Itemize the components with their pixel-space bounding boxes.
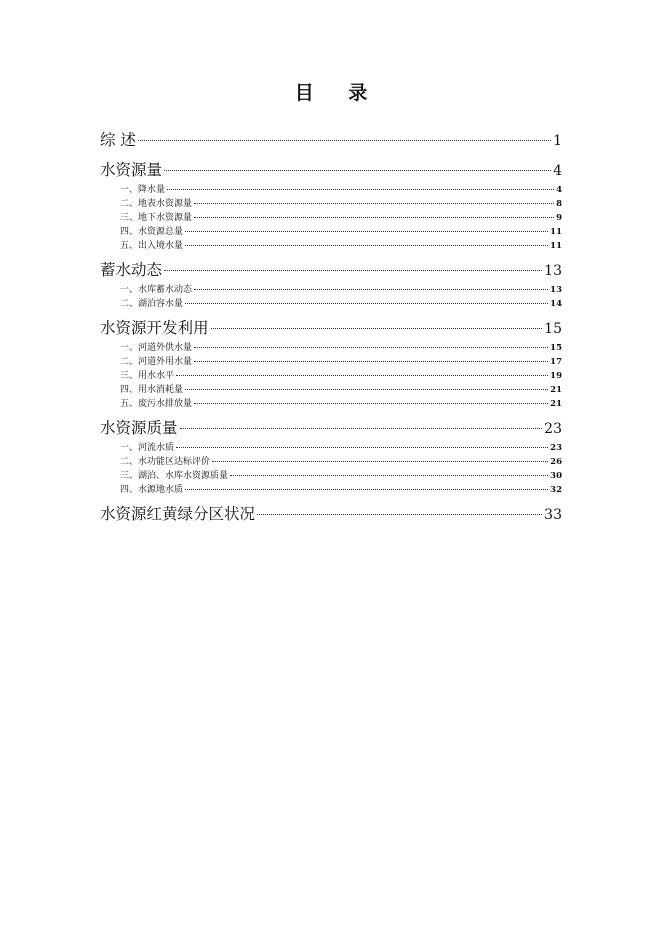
toc-subsection-entry[interactable]	[100, 239, 562, 253]
toc-subsection-label: 二、地表水资源量	[120, 199, 193, 209]
toc-page-number: 13	[544, 263, 562, 279]
toc-subsection-label: 二、水功能区达标评价	[120, 457, 211, 467]
toc-page-number: 33	[544, 507, 562, 523]
toc-subsection-label: 四、水资源总量	[120, 227, 184, 237]
toc-subsection-label: 一、河流水质	[120, 443, 175, 453]
toc-page-number: 8	[556, 199, 562, 209]
toc-subsection-entry[interactable]	[100, 283, 562, 297]
toc-chapter-entry[interactable]	[100, 502, 562, 527]
toc-chapter-entry[interactable]	[100, 158, 562, 183]
toc-chapter-label: 蓄水动态	[100, 261, 163, 279]
toc-page-number: 23	[544, 421, 562, 437]
toc-page-number: 21	[550, 385, 562, 395]
toc-subsection-entry[interactable]	[100, 297, 562, 311]
toc-section	[100, 158, 562, 253]
dot-leader	[194, 361, 548, 362]
toc-subsection-entry[interactable]	[100, 355, 562, 369]
toc-section	[100, 502, 562, 527]
toc-page-number: 11	[550, 241, 562, 251]
toc-section	[100, 128, 562, 153]
dot-leader	[257, 514, 542, 515]
dot-leader	[194, 347, 548, 348]
toc-subsection-entry[interactable]	[100, 469, 562, 483]
toc-chapter-label: 水资源开发利用	[100, 319, 209, 337]
toc-subsection-entry[interactable]	[100, 483, 562, 497]
toc-page-number: 4	[556, 185, 562, 195]
toc-subsection-label: 三、用水水平	[120, 371, 175, 381]
toc-subsection-entry[interactable]	[100, 341, 562, 355]
toc-subsection-label: 二、河道外用水量	[120, 357, 193, 367]
toc-chapter-entry[interactable]	[100, 316, 562, 341]
toc-page-number: 23	[550, 443, 562, 453]
dot-leader	[180, 428, 543, 429]
toc-page-number: 4	[553, 163, 562, 179]
dot-leader	[176, 447, 548, 448]
toc-subsection-label: 一、水库蓄水动态	[120, 285, 193, 295]
toc-chapter-label: 综 述	[100, 131, 136, 149]
toc-page-number: 21	[550, 399, 562, 409]
dot-leader	[194, 217, 554, 218]
dot-leader	[185, 231, 548, 232]
toc-section	[100, 416, 562, 497]
dot-leader	[185, 489, 548, 490]
toc-section	[100, 316, 562, 411]
toc-page-number: 9	[556, 213, 562, 223]
toc-subsection-label: 四、水源地水质	[120, 485, 184, 495]
toc-page-number: 26	[550, 457, 562, 467]
toc-chapter-entry[interactable]	[100, 128, 562, 153]
dot-leader	[185, 245, 548, 246]
toc-subsection-label: 一、河道外供水量	[120, 343, 193, 353]
toc-subsection-entry[interactable]	[100, 383, 562, 397]
toc-page-number: 11	[550, 227, 562, 237]
toc-subsection-entry[interactable]	[100, 183, 562, 197]
dot-leader	[138, 140, 551, 141]
dot-leader	[185, 303, 548, 304]
toc-page-number: 15	[544, 321, 562, 337]
dot-leader	[212, 461, 548, 462]
toc-subsection-entry[interactable]	[100, 441, 562, 455]
toc-subsection-label: 二、湖泊容水量	[120, 299, 184, 309]
toc-page-number: 13	[550, 285, 562, 295]
toc-chapter-label: 水资源红黄绿分区状况	[100, 505, 256, 523]
dot-leader	[194, 289, 548, 290]
dot-leader	[211, 328, 543, 329]
toc-subsection-entry[interactable]	[100, 211, 562, 225]
dot-leader	[167, 189, 554, 190]
toc-page-number: 19	[550, 371, 562, 381]
toc-subsection-entry[interactable]	[100, 455, 562, 469]
toc-chapter-label: 水资源质量	[100, 419, 178, 437]
dot-leader	[164, 270, 542, 271]
toc-page-number: 1	[553, 133, 562, 149]
toc-chapter-label: 水资源量	[100, 161, 163, 179]
toc-subsection-entry[interactable]	[100, 397, 562, 411]
toc-subsection-label: 五、出入境水量	[120, 241, 184, 251]
toc-section	[100, 258, 562, 311]
toc-page-number: 15	[550, 343, 562, 353]
dot-leader	[194, 403, 548, 404]
dot-leader	[194, 203, 554, 204]
toc-page-number: 14	[550, 299, 562, 309]
toc-subsection-label: 三、地下水资源量	[120, 213, 193, 223]
toc-page-number: 32	[550, 485, 562, 495]
dot-leader	[185, 389, 548, 390]
toc-subsection-entry[interactable]	[100, 197, 562, 211]
toc-subsection-label: 四、用水消耗量	[120, 385, 184, 395]
toc-subsection-label: 五、废污水排放量	[120, 399, 193, 409]
toc-page-number: 30	[550, 471, 562, 481]
toc-subsection-entry[interactable]	[100, 225, 562, 239]
dot-leader	[176, 375, 548, 376]
toc-subsection-label: 三、湖泊、水库水资源质量	[120, 471, 229, 481]
table-of-contents	[100, 128, 562, 527]
page-title: 目 录	[294, 82, 382, 104]
toc-chapter-entry[interactable]	[100, 416, 562, 441]
toc-subsection-entry[interactable]	[100, 369, 562, 383]
toc-subsection-label: 一、降水量	[120, 185, 166, 195]
toc-chapter-entry[interactable]	[100, 258, 562, 283]
dot-leader	[164, 170, 551, 171]
dot-leader	[230, 475, 548, 476]
toc-page-number: 17	[550, 357, 562, 367]
